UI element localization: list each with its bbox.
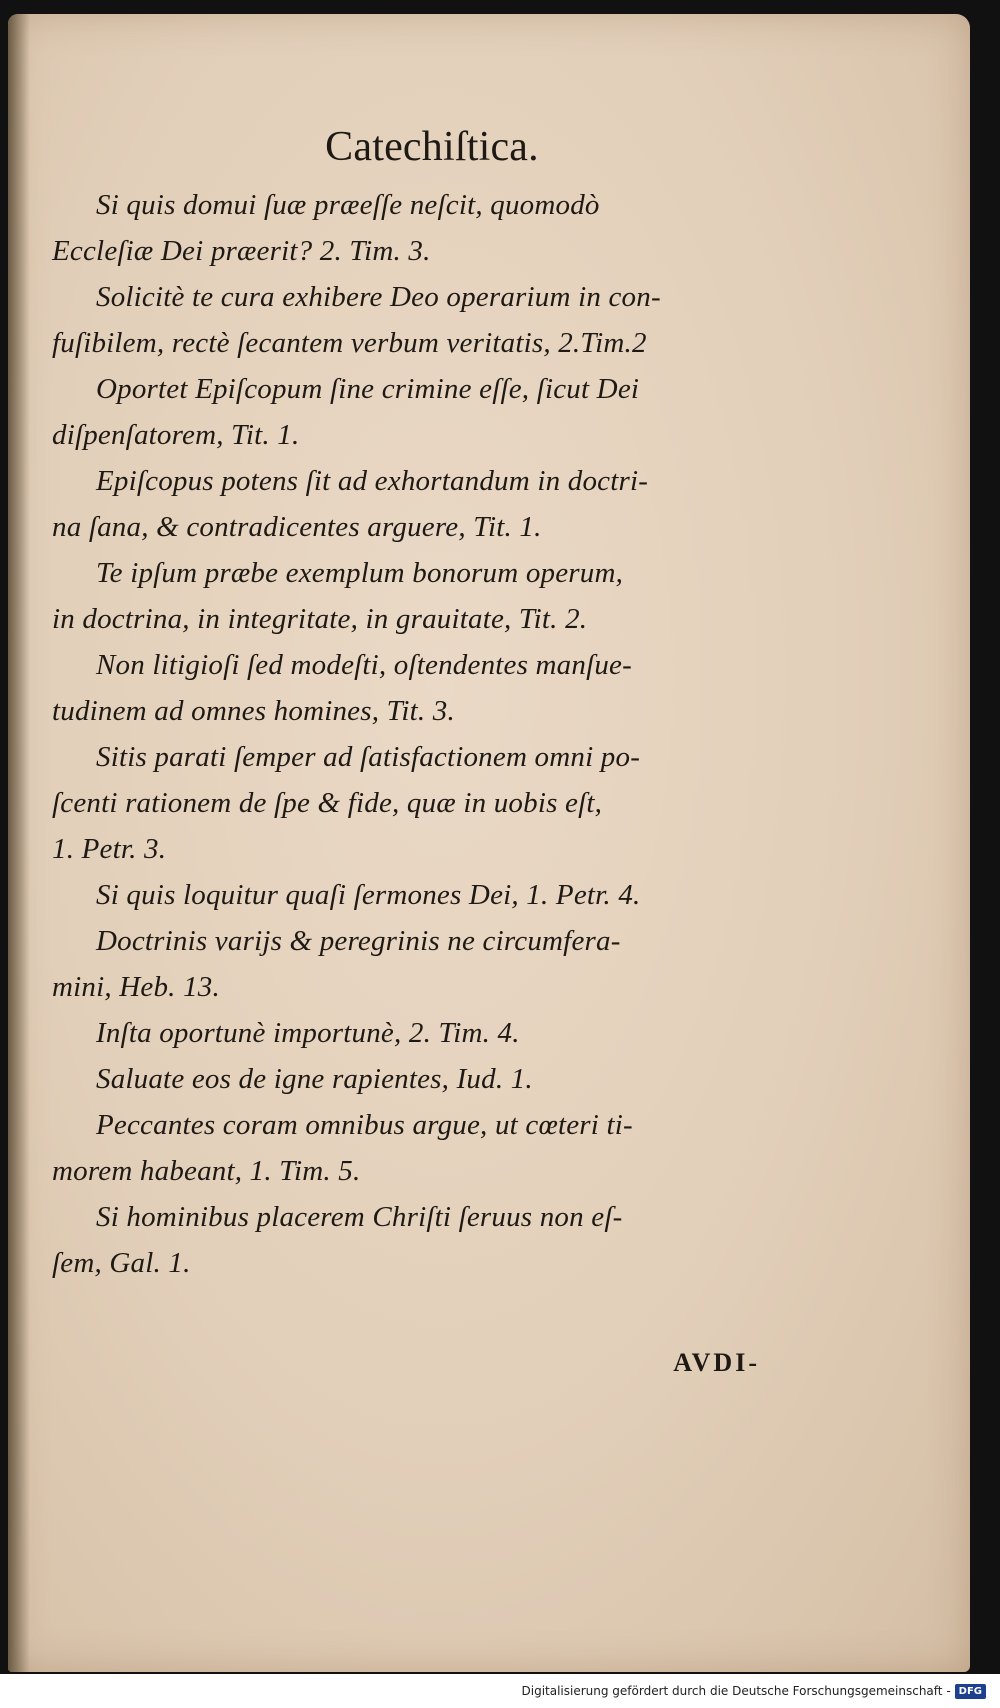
text-line: Si hominibus placerem Chriſti ſeruus non eſ- [96, 1201, 623, 1233]
text-line: Peccantes coram omnibus argue, ut cœteri ti- [96, 1109, 633, 1141]
text-line: mini, Heb. 13. [52, 971, 220, 1003]
text-line: 1. Petr. 3. [52, 833, 167, 865]
text-line: Si quis domui ſuæ præeſſe neſcit, quomodò [96, 189, 600, 221]
text-line: Sitis parati ſemper ad ſatisfactionem omni po- [96, 741, 641, 773]
dfg-logo-icon: DFG [955, 1684, 986, 1699]
text-line: in doctrina, in integritate, in grauitate, Tit. 2. [52, 603, 588, 635]
text-line: morem habeant, 1. Tim. 5. [52, 1155, 361, 1187]
book-page [8, 14, 970, 1672]
footer-credit: Digitalisierung gefördert durch die Deutsche Forschungsgemeinschaft - [521, 1684, 951, 1698]
text-line: Epiſcopus potens ſit ad exhortandum in doctri- [96, 465, 649, 497]
text-line: Si quis loquitur quaſi ſermones Dei, 1. Petr. 4. [96, 879, 641, 911]
text-line: Solicitè te cura exhibere Deo operarium in con- [96, 281, 661, 313]
text-line: na ſana, & contradicentes arguere, Tit. 1. [52, 511, 542, 543]
text-line: Doctrinis varijs & peregrinis ne circumfera- [96, 925, 621, 957]
running-head: Catechiſtica. [325, 124, 539, 170]
text-line: ſcenti rationem de ſpe & fide, quæ in uobis eſt, [52, 787, 603, 819]
text-line: Saluate eos de igne rapientes, Iud. 1. [96, 1063, 533, 1095]
text-line: Oportet Epiſcopum ſine crimine eſſe, ſicut Dei [96, 373, 640, 405]
text-line: Inſta oportunè importunè, 2. Tim. 4. [96, 1017, 520, 1049]
text-line: Non litigioſi ſed modeſti, oſtendentes manſue- [96, 649, 632, 681]
digitization-footer [0, 1674, 1000, 1708]
catchword: AVDI- [673, 1348, 760, 1377]
page-text-block [52, 100, 772, 1386]
text-line: Eccleſiæ Dei præerit? 2. Tim. 3. [52, 235, 431, 267]
text-line: ſem, Gal. 1. [52, 1247, 191, 1279]
text-line: Te ipſum præbe exemplum bonorum operum, [96, 557, 624, 589]
text-line: fuſibilem, rectè ſecantem verbum veritatis, 2.Tim.2 [52, 327, 647, 359]
page-spine-shadow [8, 14, 30, 1672]
text-line: diſpenſatorem, Tit. 1. [52, 419, 300, 451]
text-line: tudinem ad omnes homines, Tit. 3. [52, 695, 455, 727]
